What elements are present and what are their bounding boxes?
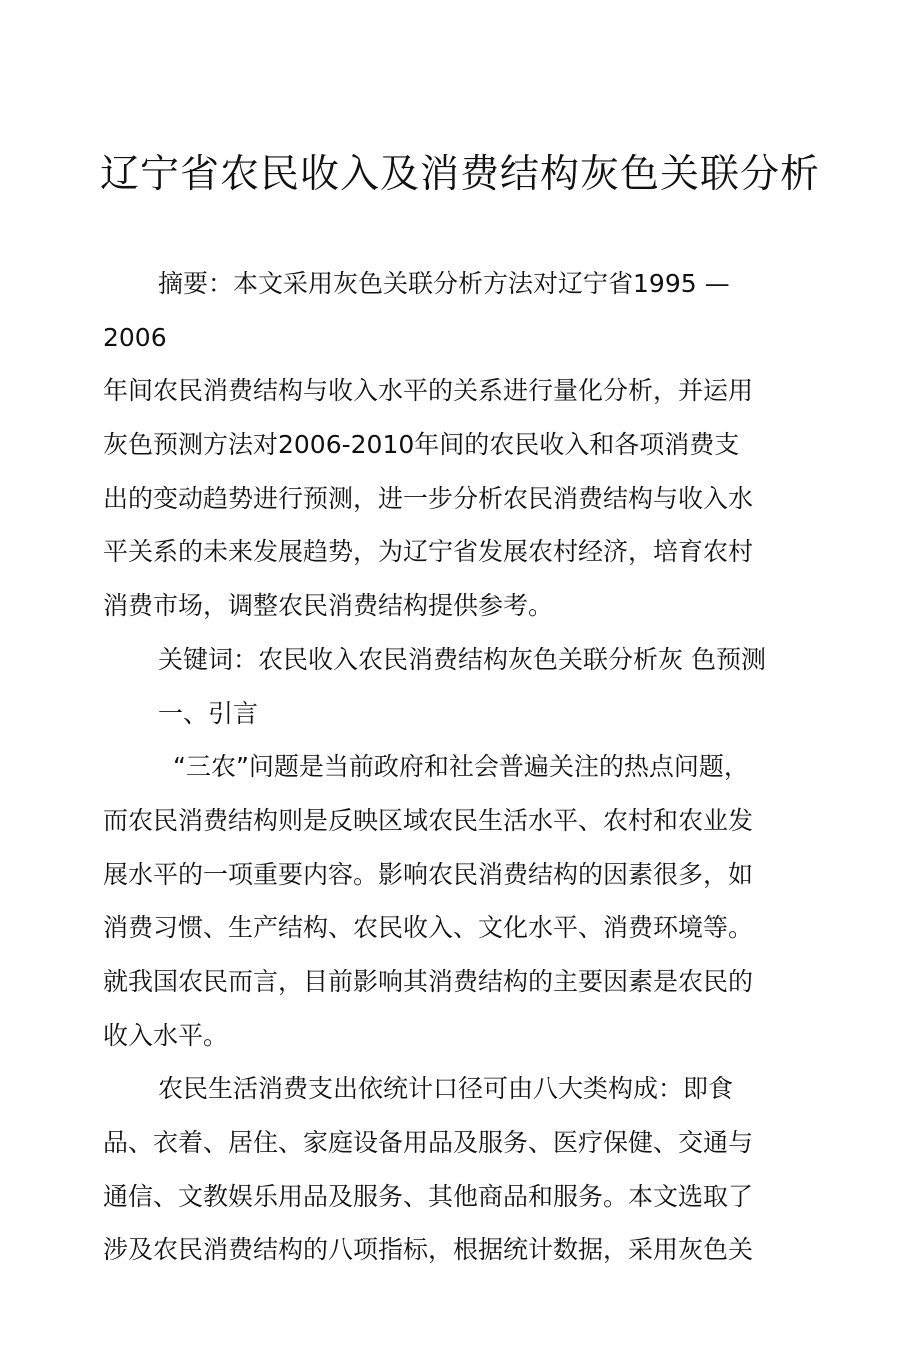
abstract-line: 摘要：本文采用灰色关联分析方法对辽宁省1995 — [158,269,730,298]
paragraph-line: 品、衣着、居住、家庭设备用品及服务、医疗保健、交通与 [103,1128,754,1157]
paragraph-line: 就我国农民而言，目前影响其消费结构的主要因素是农民的 [103,966,754,996]
document-body [103,257,823,1277]
paragraph-line: 涉及农民消费结构的八项指标，根据统计数据，采用灰色关 [103,1235,754,1265]
paragraph-line: 而农民消费结构则是反映区域农民生活水平、农村和农业发 [103,805,754,835]
abstract-line: 年间农民消费结构与收入水平的关系进行量化分析，并运用 [103,376,754,406]
paragraph-line: 收入水平。 [103,1020,229,1050]
abstract-line: 2006 [103,322,167,352]
keywords-line: 关键词：农民收入农民消费结构灰色关联分析灰 色预测 [158,644,766,674]
paragraph-line: 展水平的一项重要内容。影响农民消费结构的因素很多，如 [103,859,754,889]
paragraph-line: 农民生活消费支出依统计口径可由八大类构成：即食 [158,1074,734,1104]
abstract-line: 消费市场，调整农民消费结构提供参考。 [103,591,554,621]
abstract-line: 平关系的未来发展趋势，为辽宁省发展农村经济，培育农村 [103,537,754,567]
abstract-line: 出的变动趋势进行预测，进一步分析农民消费结构与收入水 [103,483,754,513]
section-heading: 一、引言 [158,698,259,728]
paragraph-line: 通信、文教娱乐用品及服务、其他商品和服务。本文选取了 [103,1181,754,1211]
paragraph-line: “三农”问题是当前政府和社会普遍关注的热点问题， [173,752,749,782]
document-title: 辽宁省农民收入及消费结构灰色关联分析 [99,152,820,197]
paragraph-line: 消费习惯、生产结构、农民收入、文化水平、消费环境等。 [103,913,754,943]
abstract-line: 灰色预测方法对2006-2010年间的农民收入和各项消费支 [103,430,740,460]
